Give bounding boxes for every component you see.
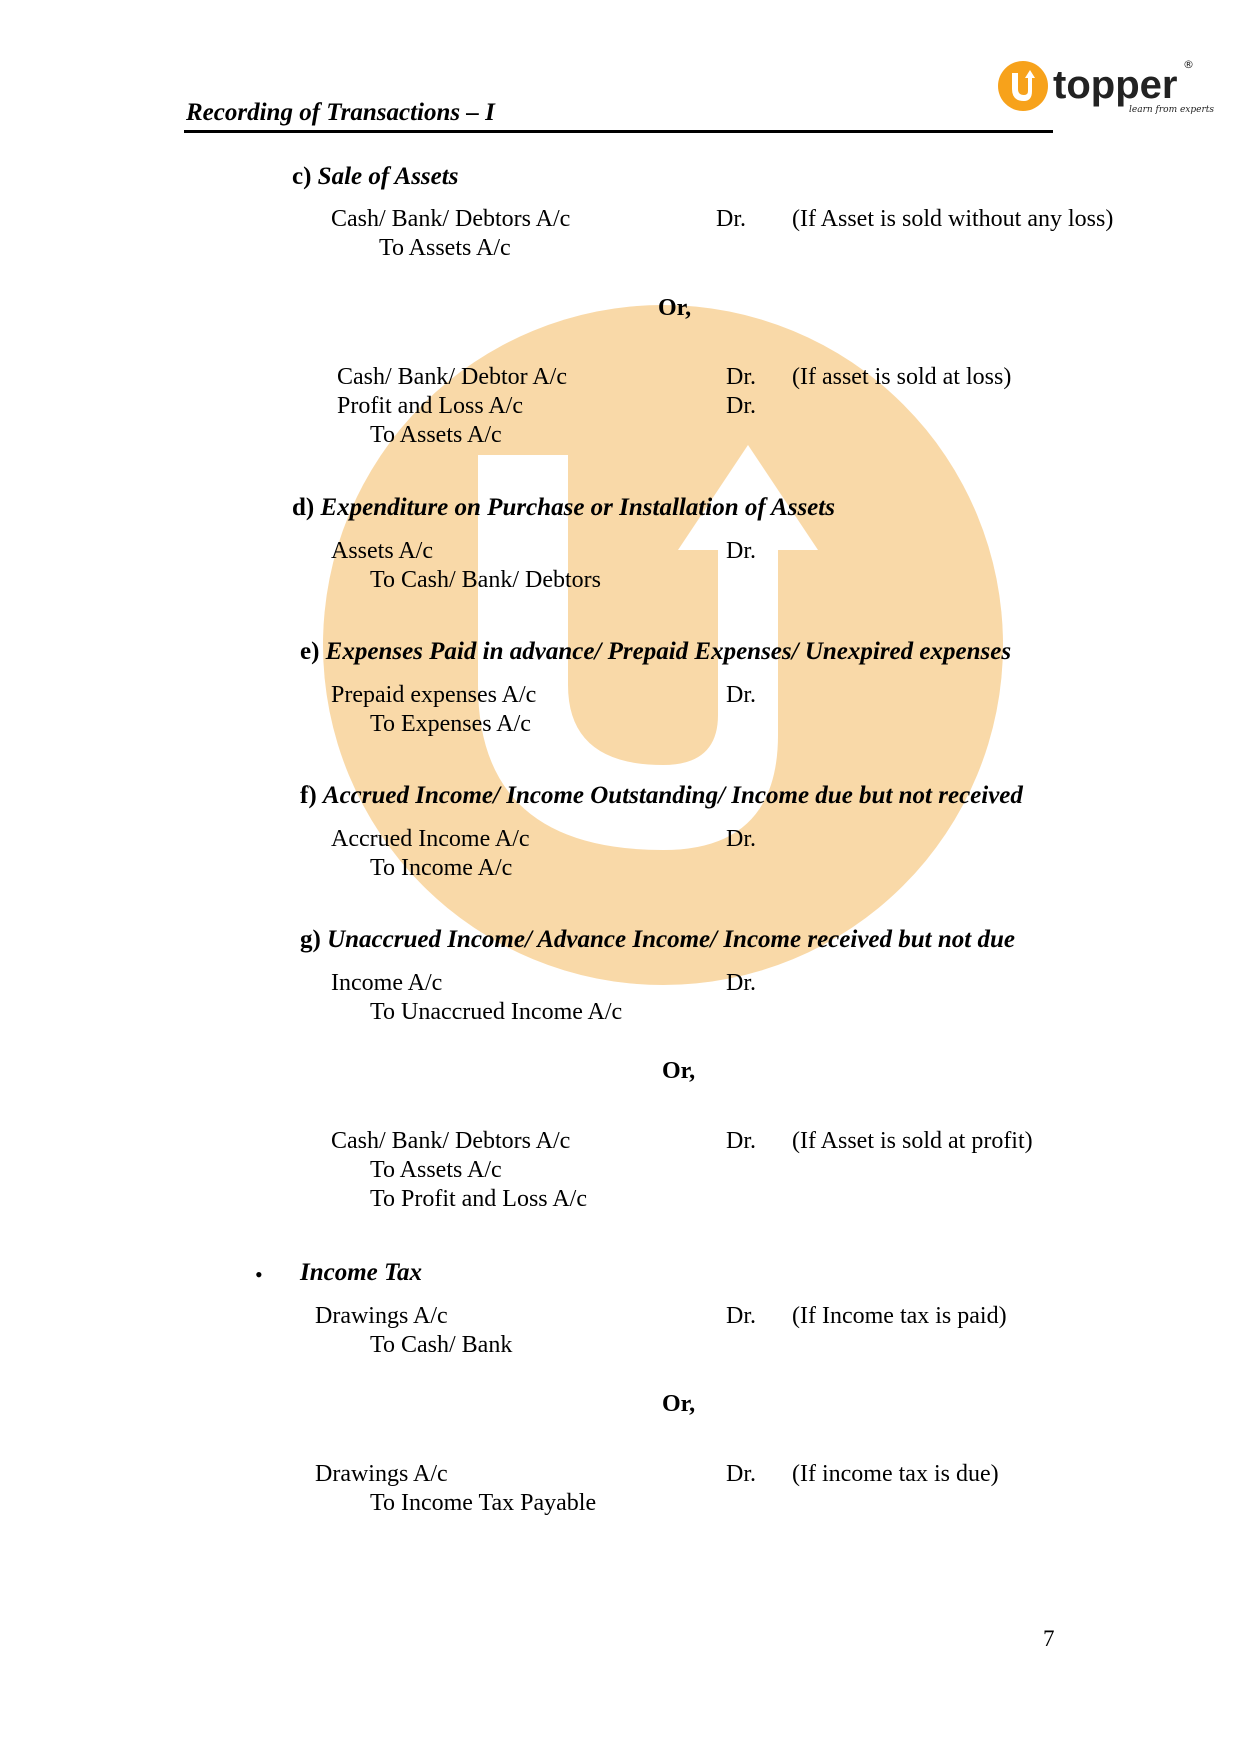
debit-account: Cash/ Bank/ Debtor A/c <box>337 364 567 390</box>
section-title: Accrued Income/ Income Outstanding/ Income due but not received <box>322 782 1023 809</box>
debit-account: Profit and Loss A/c <box>337 393 523 419</box>
section-title: Sale of Assets <box>317 163 459 190</box>
debit-account: Accrued Income A/c <box>331 826 530 852</box>
section-letter: e) <box>300 638 320 665</box>
credit-account: To Cash/ Bank/ Debtors <box>370 567 601 593</box>
credit-account: To Profit and Loss A/c <box>370 1186 587 1212</box>
section-letter: f) <box>300 782 317 809</box>
svg-text:learn from experts: learn from experts <box>1129 105 1215 115</box>
entry-note: (If income tax is due) <box>792 1461 999 1487</box>
debit-account: Income A/c <box>331 970 443 996</box>
svg-text:topper: topper <box>1053 63 1178 107</box>
dr-label: Dr. <box>726 826 756 852</box>
svg-text:®: ® <box>1183 58 1194 71</box>
credit-account: To Assets A/c <box>370 1157 502 1183</box>
dr-label: Dr. <box>726 393 756 419</box>
dr-label: Dr. <box>726 970 756 996</box>
credit-account: To Unaccrued Income A/c <box>370 999 623 1025</box>
dr-label: Dr. <box>716 206 746 232</box>
bullet-marker: • <box>255 1262 263 1287</box>
section-title: Expenditure on Purchase or Installation of Assets <box>320 494 835 521</box>
running-head: Recording of Transactions – I <box>186 99 495 126</box>
credit-account: To Assets A/c <box>379 235 511 261</box>
credit-account: To Income Tax Payable <box>370 1490 597 1516</box>
section-title: Income Tax <box>300 1259 422 1286</box>
entry-note: (If Asset is sold at profit) <box>792 1128 1033 1154</box>
page-number: 7 <box>1043 1626 1055 1651</box>
or-separator: Or, <box>662 1391 696 1417</box>
dr-label: Dr. <box>726 1303 756 1329</box>
topper-logo <box>997 58 1215 120</box>
dr-label: Dr. <box>726 1128 756 1154</box>
section-letter: g) <box>300 926 321 953</box>
debit-account: Assets A/c <box>331 538 433 564</box>
debit-account: Cash/ Bank/ Debtors A/c <box>331 1128 571 1154</box>
credit-account: To Income A/c <box>370 855 513 881</box>
credit-account: To Assets A/c <box>370 422 502 448</box>
section-heading-c <box>292 163 458 191</box>
header-rule <box>184 130 1053 133</box>
entry-note: (If asset is sold at loss) <box>792 364 1012 390</box>
entry-note: (If Income tax is paid) <box>792 1303 1007 1329</box>
section-title: Unaccrued Income/ Advance Income/ Income received but not due <box>327 926 1015 953</box>
debit-account: Prepaid expenses A/c <box>331 682 537 708</box>
credit-account: To Cash/ Bank <box>370 1332 513 1358</box>
debit-account: Drawings A/c <box>315 1461 448 1487</box>
section-heading-d <box>292 494 835 522</box>
dr-label: Dr. <box>726 682 756 708</box>
section-heading-income-tax <box>300 1259 422 1287</box>
entry-note: (If Asset is sold without any loss) <box>792 206 1114 232</box>
or-separator: Or, <box>662 1058 696 1084</box>
dr-label: Dr. <box>726 364 756 390</box>
section-heading-e <box>300 638 1011 666</box>
section-letter: c) <box>292 163 312 190</box>
dr-label: Dr. <box>726 1461 756 1487</box>
credit-account: To Expenses A/c <box>370 711 531 737</box>
section-letter: d) <box>292 494 315 521</box>
section-title: Expenses Paid in advance/ Prepaid Expenses/ Unexpired expenses <box>325 638 1012 665</box>
section-heading-g <box>300 926 1015 954</box>
section-heading-f <box>300 782 1023 810</box>
debit-account: Drawings A/c <box>315 1303 448 1329</box>
debit-account: Cash/ Bank/ Debtors A/c <box>331 206 571 232</box>
or-separator: Or, <box>658 295 692 321</box>
dr-label: Dr. <box>726 538 756 564</box>
